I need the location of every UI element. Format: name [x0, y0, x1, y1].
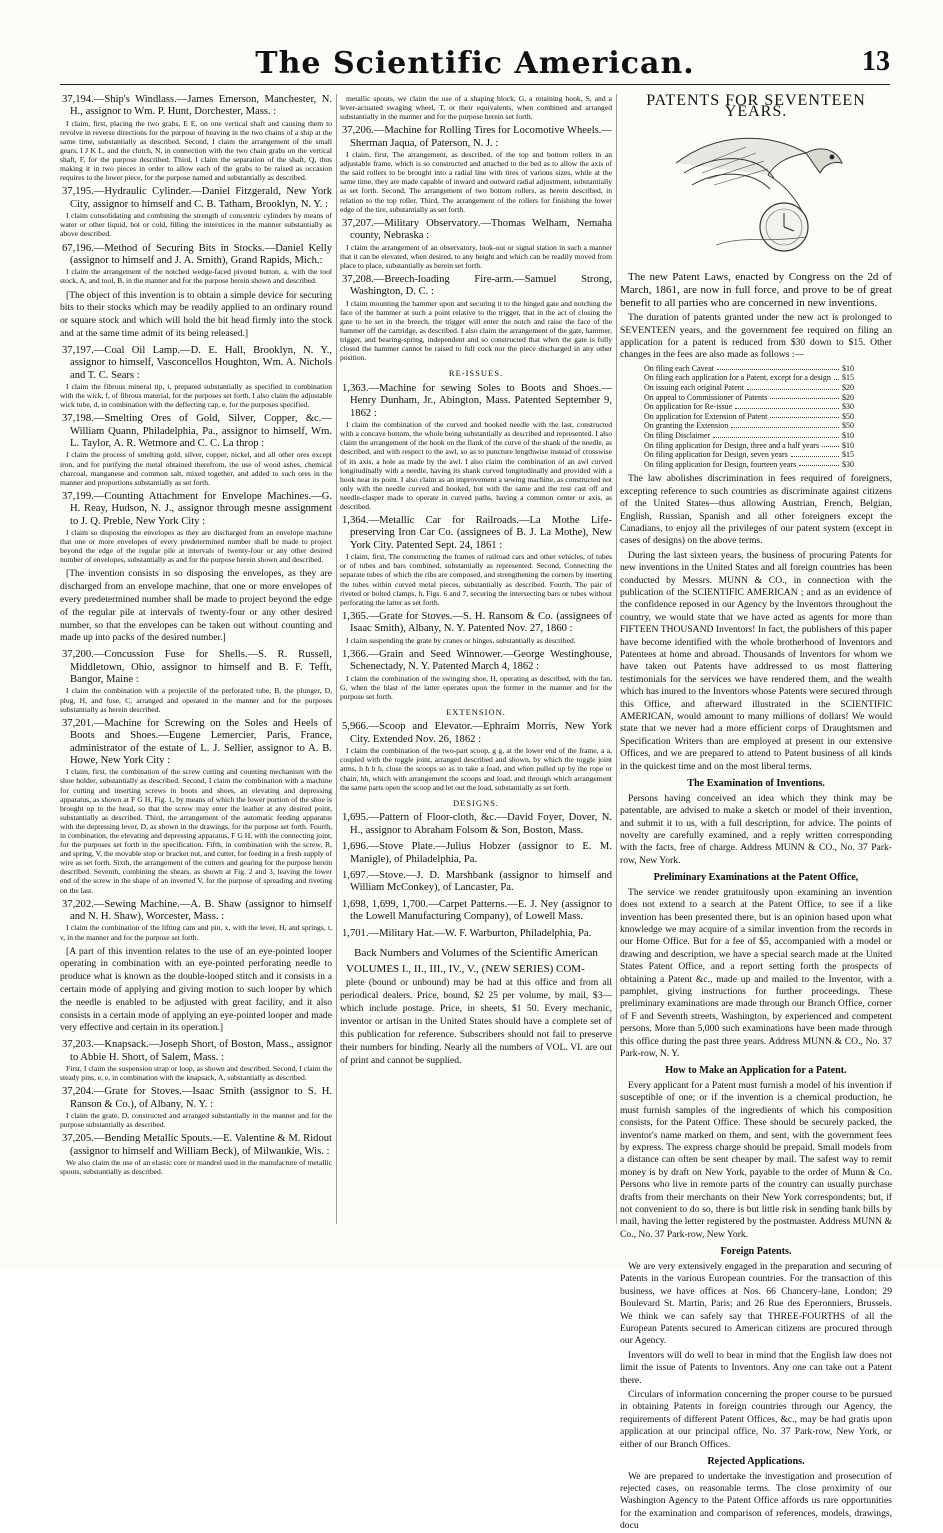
column-divider [336, 94, 337, 1224]
patent-claim: I claim the combination of the two-part scoop, g g, at the lower end of the frame, a a, coupled with the toggle joint, arranged described and shown, by which the toggle joint arms, h h h h, close the scoops so as to take a load, and when pulled up by the rope or chain, hh, which with arrangement the scoops and load, and through which arrangement the same parts open the scoop and let out the load, substantially as set forth. [340, 746, 612, 792]
patent-claim: I claim, first, The constructing the frames of railroad cars and other vehicles, of tubes or of tubes and bars combined, substantially as represented. Second, Connecting the separate tubes of which the ribs are composed, and strengthening the corners by inserting the tubes within curved metal pieces, substantially as described. Fourth, The pair of riveted or bolted clamps, h, Figs. 6 and 7, securing the intersecting bars or tubes without perforating the latter as set forth. [340, 552, 612, 607]
patent-heading: 37,200.—Concussion Fuse for Shells.—S. R. Russell, Middletown, Ohio, assignor to himself and B. F. Tefft, Bangor, Maine : [62, 649, 332, 686]
fee-row [644, 412, 854, 422]
patent-entry [340, 611, 612, 645]
patent-heading: 37,195.—Hydraulic Cylinder.—Daniel Fitzgerald, New York City, assignor to himself and C. B. Tatham, Brooklyn, N. Y. : [62, 186, 332, 210]
patent-heading: 1,701.—Military Hat.—W. F. Warburton, Philadelphia, Pa. [342, 927, 592, 939]
fee-row [644, 441, 854, 451]
section-heading: RE-ISSUES. [448, 368, 504, 379]
fee-item: On granting the Extension [644, 421, 729, 431]
patents-fees-intro: The duration of patents granted under the new act is prolonged to SEVENTEEN years, and the government fee required on filing an application for a patent is reduced from $30 down to $15. Other changes in the fees are also made as follows :— [620, 312, 892, 361]
patent-heading: 1,366.—Grain and Seed Winnower.—George Westinghouse, Schenectady, N. Y. Patented March 4, 1862 : [342, 648, 612, 673]
masthead-rule [60, 84, 890, 85]
fee-item: On filing each Caveat [644, 363, 714, 373]
column-2 [340, 94, 612, 1224]
patent-entry [340, 515, 612, 607]
patent-heading: 37,199.—Counting Attachment for Envelope Machines.—G. H. Reay, Hudson, N. J., assignor through mesne assignment to J. Q. Preble, New York City : [62, 490, 332, 527]
masthead [60, 46, 890, 86]
fee-item: On application for Extension of Patent [644, 411, 768, 421]
fee-amount: $10 [842, 440, 854, 450]
patent-entry [60, 186, 332, 238]
editorial-note: [The invention consists in so disposing the envelopes, as they are discharged from an envelope machine, that one or more envelopes of every predetermined number shall be made to project beyond the edge of the regular pile at intervals of twenty-four or any other desired number, so that the envelopes can be taken out without counting and made up into packs of the desired number.] [60, 568, 332, 644]
patent-claim: I claim the combination of the curved and hooked needle with the last, constructed with a concave bottom, the whole being substantially as described and represented. I also claim the arrangement of the hook on the flank of the curve of the shank of the needle, as described, and with respect to the awl, so as to puncture lengthwise instead of crosswise of its axis, a hole as made by the awl. I also claim the combination of an awl curved longitudinally with a needle, having its shank curved longitudinally and provided with a hook near its point. I also claim as an improvement a sewing machine, as constructed not only with the needle curved and hooked, but with the same and the rest cast off and needle-clasper made to operate in curved paths, having a common center or axis, as described. [340, 420, 612, 511]
fee-leader [731, 421, 839, 428]
fee-item: On filing application for Design, three and a half years [644, 440, 820, 450]
examination-text: Persons having conceived an idea which they think may be patentable, are advised to make a sketch or model of their invention, and submit it to us, with a full description, for advice. The points of novelty are carefully examined, and a reply written corresponding with the facts, free of charge. Address MUNN & CO., No. 37 Park-row, New York. [620, 792, 892, 866]
fee-amount: $20 [842, 392, 854, 402]
fee-leader [770, 393, 839, 400]
patent-claim: I claim, first, placing the two grabs, E E, on one vertical shaft and causing them to revolve in reverse directions for the purpose of heaving in the two chains of a ship at the same time, substantially as described. Second, I claim the arrangement of the small gears, I J K L, and the clutch, N, in connection with the two chain grabs on the vertical shaft, F, for the purpose described. Third, I claim the separation of the shaft, Q, thus making it in two pieces in order to allow each of the grabs to be raised as occasion requires to the lower piece, for the purpose named and substantially as described. [60, 118, 332, 183]
patent-heading: 37,208.—Breech-loading Fire-arm.—Samuel Strong, Washington, D. C. : [342, 273, 612, 298]
fee-schedule [644, 364, 892, 470]
patent-claim: I claim, first, The arrangement, as described, of the top and bottom rollers in an adjustable frame, which is so constructed and attached to the bed as to allow the axis of the said rollers to be brought into a radial line with tires of various sizes, while at the same time, they are made capable of inward and outward radial adjustment, substantially as set forth. Second, The arrangement of two bottom rollers, as herein described, in relation to the top roller. Third, The arrangement of the rollers for finishing the lower edge of the tire, substantially as set forth. [340, 150, 612, 214]
patent-heading: 1,364.—Metallic Car for Railroads.—La Mothe Life-preserving Iron Car Co. (assignees of B. J. La Mothe), New York City. Patented Sept. 24, 1861 : [342, 515, 612, 551]
patent-entry [340, 928, 612, 940]
back-numbers-title: Back Numbers and Volumes of the Scientific American [354, 946, 598, 959]
patent-heading: 1,698, 1,699, 1,700.—Carpet Patterns.—E. J. Ney (assignor to the Lowell Manufacturing Company), of Lowell Mass. [342, 898, 612, 923]
patent-claim: I claim, first, the combination of the screw cutting and counting mechanism with the shoe holder, substantially as described. Second, I claim the combination with a machine for cutting and inserting screws in boots and shoes, an elevating and depressing apparatus, as shown at F G H, Fig. 1, by means of which the lower portion of the shoe is brought up to the head, so that the screw may enter the leather at any desired point, substantially as described. Third, the arrangement of the automatic feeding apparatus with the depressing lever, D, as shown in the drawings, for the purpose set forth. Fourth, in combination, the elevating and depressing apparatus, F G H, with the connecting joint, for the purposes set forth in the specification. Fifth, in combination with the screw, R, and spring, V, the movable stop or bracket nut, and cutter, for feeding in a fresh supply of wire as set forth. Sixth, the arrangement of the cutters and gearing for the purpose herein described. Seventh, combining the shears, as shown at Fig. 2 and 3, leaving the lower end of the screw in the shape of an inverted V, for the purpose of spreading and riveting on the last. [60, 767, 332, 895]
patent-heading: 1,697.—Stove.—J. D. Marshbank (assignor to himself and William McConkey), of Lancaster, Pa. [342, 869, 612, 894]
rejected-heading: Rejected Applications. [707, 1455, 805, 1467]
fee-item: On filing each application for a Patent, except for a design [644, 373, 831, 383]
fee-row [644, 460, 854, 470]
patent-heading: 1,363.—Machine for sewing Soles to Boots and Shoes.—Henry Dunham, Jr., Abington, Mass. Patented September 9, 1862 : [342, 382, 612, 419]
column-3 [620, 92, 892, 1532]
foreign-text-3: Circulars of information concerning the proper course to be pursued in obtaining Patents in foreign countries through our Agency, the requirements of different Patent Offices, &c., may be had gratis upon application at our principal office, No. 37 Park-row, New York, or either of our Branch Offices. [620, 1388, 892, 1450]
patent-claim: I claim the combination of the lifting cam and pin, x, with the lever, H, and springs, t, v, in the manner and for the purpose set forth. [60, 923, 332, 942]
fee-row [644, 373, 854, 383]
fee-leader [791, 450, 839, 457]
patent-heading: 37,198.—Smelting Ores of Gold, Silver, Copper, &c.—William Quann, Philadelphia, Pa., assignor to himself, Wm. L. Taylor, A. R. Wetmore and C. C. La throp : [62, 413, 332, 450]
fee-amount: $20 [842, 383, 854, 392]
fee-leader [747, 383, 839, 390]
editorial-note: [The object of this invention is to obtain a simple device for securing bits to their stocks which may be readily applied to an ordinary round or square stock and which will hold the bit head firmly into the stock and at the same time admit of its being released.] [60, 289, 332, 339]
patent-claim: I claim the fibrous mineral tip, i, prepared substantially as specified in combination with the wick, f, of fibrous material, for the purposes set forth. I also claim the adjustable wick tube, d, in combination with the deflecting cap, e, for the purposes specified. [60, 381, 332, 410]
fee-item: On filing application for Design, fourteen years [644, 459, 797, 469]
patent-heading: 37,207.—Military Observatory.—Thomas Welham, Nemaha county, Nebraska : [342, 217, 612, 242]
patent-claim: I claim the grate, D, constructed and arranged substantially in the manner and for the purpose substantially as described. [60, 1111, 332, 1130]
fee-amount: $15 [842, 450, 854, 460]
fee-leader [799, 460, 839, 467]
patent-entry [340, 899, 612, 924]
patent-claim: I claim so disposing the envelopes as they are discharged from an envelope machine that one or more envelopes of every predetermined number shall be made to project beyond the edge of the regular pile at intervals of twenty-four or any other desired number of envelopes, substantially as and for the purpose herein shown and described. [60, 528, 332, 565]
patent-entry [340, 649, 612, 701]
preliminary-heading: Preliminary Examinations at the Patent Office, [653, 872, 859, 884]
back-numbers-notice [340, 948, 612, 1067]
patent-entry [60, 718, 332, 895]
fee-row [644, 421, 854, 431]
patent-heading: 37,197.—Coal Oil Lamp.—D. E. Hall, Brooklyn, N. Y., assignor to himself, Vasconcellos Houghton, Wm. A. Nichols and T. C. Sears : [62, 344, 332, 381]
fee-amount: $50 [842, 421, 854, 431]
patent-heading: 37,202.—Sewing Machine.—A. B. Shaw (assignor to himself and N. H. Shaw), Worcester, Mass. : [62, 898, 332, 923]
back-numbers-body: plete (bound or unbound) may be had at this office and from all periodical dealers. Price, bound, $2 25 per volume, by mail, $3—which include postage. Price, in sheets, $1 50. Every mechanic, inventor or artisan in the United States should have a complete set of this publication for reference. Subscribers should not fail to preserve their numbers for binding. Nearly all the numbers of VOL. VI. are out of print and cannot be supplied. [340, 976, 612, 1066]
patent-entry [60, 94, 332, 182]
section-heading: EXTENSION. [446, 706, 506, 717]
patent-entry [340, 870, 612, 895]
patent-entry [340, 383, 612, 511]
fee-amount: $50 [842, 411, 854, 421]
patent-entry [60, 345, 332, 410]
application-text: Every applicant for a Patent must furnish a model of his invention if susceptible of one; or if the invention is a chemical production, he must furnish samples of the ingredients of which his composition consists, for the Patent Office. These should be securely packed, the inventor's name marked on them, and sent, with the government fees by express. The express charge should be prepaid. Small models from a distance can often be sent cheaper by mail. The safest way to remit money is by draft on New York, payable to the order of Munn & Co. Persons who live in remote parts of the country can usually purchase drafts from their merchants on their New York correspondents; but, if not convenient to do so, there is but little risk in sending bank bills by mail, having the letter registered by the postmaster. Address MUNN & Co., No. 37 Park-row, New York. [620, 1080, 892, 1240]
column-1 [60, 94, 332, 1224]
back-numbers-volumes: VOLUMES I., II., III., IV., V., (NEW SERIES) COM- [346, 962, 585, 975]
patent-claim: I claim the combination with a projectile of the perforated tube, B, the plunger, D, plug, H, and fuse, C, arranged and operated in the manner and for the purposes substantially as herein described. [60, 686, 332, 714]
patent-entry [340, 218, 612, 270]
patent-heading: 37,205.—Bending Metallic Spouts.—E. Valentine & M. Ridout (assignor to himself and William Beck), of Milwaukie, Wis. : [62, 1133, 332, 1157]
eagle-icon [656, 123, 856, 261]
fee-row [644, 431, 854, 441]
patent-claim: I claim the process of smelting gold, silver, copper, nickel, and all other ores except iron, and for purifying the metal obtained therefrom, the use of wood ashes, chemical charcoal, manganese and common salt, mixed together, and added to such ores in the manner and proportions substantially as set forth. [60, 450, 332, 487]
masthead-title: The Scientific American. [255, 46, 695, 81]
patent-entry [60, 1039, 332, 1082]
patents-agency: During the last sixteen years, the business of procuring Patents for new inventions in the United States and all foreign countries has been conducted by Messrs. MUNN & CO., in connection with the publication of the SCIENTIFIC AMERICAN ; and as an evidence of the confidence reposed in our Agency by the Inventors throughout the country, we would state that we have acted as agents for more than FIFTEEN THOUSAND Inventors! In fact, the publishers of this paper have become identified with the whole brotherhood of Inventors and Patentees at home and abroad. Thousands of Inventors for whom we have taken out Patents have addressed to us most flattering testimonials for the services we have rendered them, and the wealth which has inured to the Inventors whose Patents were secured through this Office, and afterward illustrated in the SCIENTIFIC AMERICAN, would amount to many millions of dollars! We would state that we never had a more efficient corps of Draughtsmen and Specification Writers than are employed at present in our extensive Offices, and we are prepared to attend to Patent business of all kinds in the quickest time and on the most liberal terms. [620, 549, 892, 772]
fee-leader [713, 431, 839, 438]
page-number: 13 [862, 46, 890, 77]
fee-item: On filing application for Design, seven years [644, 450, 788, 460]
patent-heading: 67,196.—Method of Securing Bits in Stocks.—Daniel Kelly (assignor to himself and J. A. Smith), Grand Rapids, Mich.: [62, 242, 332, 266]
fee-amount: $10 [842, 430, 854, 440]
patent-entry [340, 812, 612, 837]
patent-heading: 1,365.—Grate for Stoves.—S. H. Ransom & Co. (assignees of Isaac Smith), Albany, N. Y. Patented Nov. 27, 1860 : [342, 610, 612, 635]
fee-leader [717, 364, 839, 371]
patent-claim: I claim the arrangement of the notched wedge-faced pivoted button, a, with the tool stock, A, and tool, B, in the manner and for the purpose herein shown and described. [60, 267, 332, 286]
patent-entry [60, 243, 332, 286]
fee-leader [834, 373, 839, 380]
fee-item: On appeal to Commissioner of Patents [644, 392, 768, 402]
patent-entry [340, 125, 612, 213]
patent-entry [340, 841, 612, 866]
fee-amount: $10 [842, 363, 854, 373]
fee-row [644, 364, 854, 374]
patent-claim: I claim mounting the hammer upon and securing it to the hinged gate and notching the face of the hammer at such a point relative to the trigger, that in the act of closing the gate to be set in the breech, the trigger will enter the notch and raise the face of the hammer off the cartridge, as described. I also claim the arrangement of the gate, hammer, trigger, and bearing-spring, independent and so constructed that when the gate is fully closed the hammer cannot be raised to full cock nor the piece discharged in any other position. [340, 298, 612, 363]
patent-heading: 1,695.—Pattern of Floor-cloth, &c.—David Foyer, Dover, N. H., assignor to Abraham Folsom & Son, Boston, Mass. [342, 812, 612, 836]
fee-row [644, 393, 854, 403]
rejected-text: We are prepared to undertake the investigation and prosecution of rejected cases, on reasonable terms. The close proximity of our Washington Agency to the Patent Office affords us rare opportunities for the examination and comparison of references, models, drawings, docu [620, 1470, 892, 1532]
patent-claim: I claim consolidating and combining the strength of concentric cylinders by means of water or other liquid, hot or cold, filling the interstices in the manner substantially as above described. [60, 211, 332, 239]
patent-heading: 37,201.—Machine for Screwing on the Soles and Heels of Boots and Shoes.—Eugene Lemercier, Paris, France, administrator of the estate of L. J. Sellier, assignor to A. B. Howe, New York City : [62, 717, 332, 766]
patent-claim: I claim the arrangement of an observatory, look-out or signal station in such a manner that it can be elevated, when desired, to any height and which can be readily moved from place to place, substantially as herein set forth. [340, 242, 612, 270]
patent-entry [60, 649, 332, 714]
section-heading: DESIGNS. [452, 797, 500, 808]
examination-heading: The Examination of Inventions. [687, 778, 825, 790]
patent-entry [340, 721, 612, 791]
patent-heading: 1,696.—Stove Plate.—Julius Hobzer (assignor to E. M. Manigle), of Philadelphia, Pa. [342, 841, 612, 865]
fee-amount: $30 [842, 402, 854, 412]
patents-lead: The new Patent Laws, enacted by Congress on the 2d of March, 1861, are now in full force, and prove to be of great benefit to all parties who are concerned in new inventions. [620, 271, 892, 310]
patent-heading: 5,966.—Scoop and Elevator.—Ephraim Morris, New York City. Extended Nov. 26, 1862 : [342, 721, 612, 745]
patent-claim: First, I claim the suspension strap or loop, as shown and described. Second, I claim the steady pins, e, e, in combination with the knapsack, A, substantially as described. [60, 1064, 332, 1083]
patent-entry [60, 1086, 332, 1129]
patent-entry [60, 413, 332, 487]
patent-entry [60, 491, 332, 565]
fee-item: On filing Disclaimer [644, 430, 711, 440]
fee-amount: $15 [842, 373, 854, 383]
fee-leader [822, 441, 839, 448]
fee-item: On application for Re-issue [644, 402, 733, 412]
patent-entry [60, 899, 332, 942]
patent-claim: I claim the combination of the swinging shoe, H, operating as described, with the fan, G, when the blast of the latter operates upon the former in the manner and for the purpose set forth. [340, 673, 612, 701]
fee-row [644, 383, 854, 393]
column-divider [616, 94, 617, 1224]
fee-item: On issuing each original Patent [644, 383, 744, 392]
preliminary-text: The service we render gratuitously upon examining an invention does not extend to a search at the Patent Office, to see if a like invention has been presented there, but is an opinion based upon what knowledge we may acquire of a similar invention from the records in our Home Office. But for a fee of $5, accompanied with a model or drawing and description, we have a special search made at the United States Patent Office, and a report setting forth the prospects of obtaining a Patent &c., made up and mailed to the Inventor, with a pamphlet, giving instructions for further proceedings. These preliminary examinations are made through our Branch Office, corner of F and Seventh streets, Washington, by experienced and competent persons. More than 5,000 such examinations have been made through this office during the past three years. Address MUNN & CO., No. 37 Park-row, N. Y. [620, 886, 892, 1059]
patent-entry [340, 94, 612, 121]
patent-heading: 37,206.—Machine for Rolling Tires for Locomotive Wheels.—Sherman Jaqua, of Paterson, N. J. : [342, 125, 612, 149]
patent-claim: We also claim the use of an elastic core or mandrel used in the manufacture of metallic spouts, substantially as described. [60, 1158, 332, 1177]
fee-row [644, 450, 854, 460]
editorial-note: [A part of this invention relates to the use of an eye-pointed looper operating in combination with an eye-pointed perforating needle to produce what is known as the double-looped stitch and it consists in a certain mode of applying and giving motion to such looper by which the needle is enabled to be adjusted with great facility, and it also consists in a certain mode of applying an eye-pointed looper and made very effective and certain in its operation.] [60, 945, 332, 1034]
eagle-illustration [656, 123, 856, 261]
fee-amount: $30 [842, 459, 854, 469]
patent-entry [60, 1133, 332, 1176]
fee-leader [770, 412, 839, 419]
patents-foreigners: The law abolishes discrimination in fees required of foreigners, excepting reference to such countries as discriminate against citizens of the United States—thus allowing Austrian, French, Belgian, English, Russian, Spanish and all other foreigners except the Canadians, to enjoy all the privileges of our patent system (except in cases of designs) on the above terms. [620, 473, 892, 547]
patent-claim: metallic spouts, we claim the use of a shaping block, G, a retaining hook, S, and a lever-actuated swaging wheel, T, or their equivalents, when combined and arranged substantially in the manner and for the purpose herein set forth. [340, 94, 612, 122]
application-heading: How to Make an Application for a Patent. [665, 1065, 847, 1077]
patent-entry [340, 274, 612, 362]
fee-leader [735, 402, 839, 409]
fee-row [644, 402, 854, 412]
patent-claim: I claim suspending the grate by cranes or hinges, substantially as described. [346, 635, 576, 645]
foreign-text-2: Inventors will do well to bear in mind that the English law does not limit the issue of Patents to Inventors. Any one can take out a Patent there. [620, 1349, 892, 1386]
foreign-heading: Foreign Patents. [720, 1246, 792, 1258]
foreign-text: We are very extensively engaged in the preparation and securing of Patents in the various European countries. For the transaction of this business, we have offices at Nos. 66 Chancery-lane, London; 29 Boulevard St. Martin, Paris; and 26 Rue des Eperonniers, Brussels. We think we can safely say that THREE-FOURTHS of all the European Patents secured to American citizens are procured through our Agency. [620, 1260, 892, 1347]
patent-heading: 37,204.—Grate for Stoves.—Isaac Smith (assignor to S. H. Ranson & Co.), of Albany, N. Y. : [62, 1086, 332, 1110]
patents-title: PATENTS FOR SEVENTEEN YEARS. [646, 92, 866, 120]
patent-heading: 37,203.—Knapsack.—Joseph Short, of Boston, Mass., assignor to Abbie H. Short, of Salem, Mass. : [62, 1039, 332, 1063]
patent-heading: 37,194.—Ship's Windlass.—James Emerson, Manchester, N. H., assignor to Wm. P. Hunt, Dorchester, Mass. : [62, 94, 332, 118]
